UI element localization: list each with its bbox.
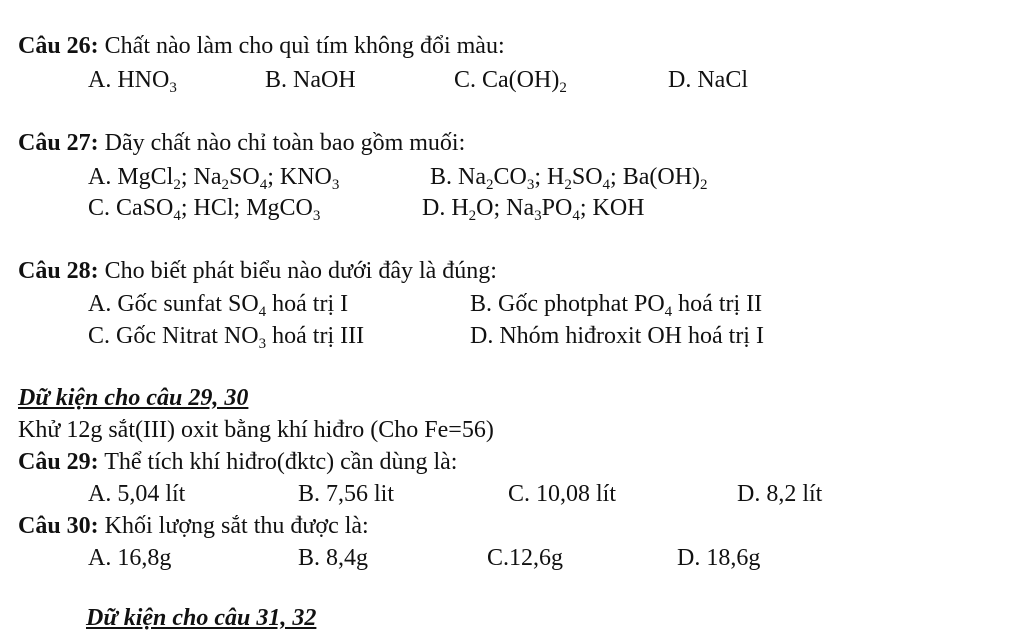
option-26-d (668, 66, 748, 94)
subscript: 4 (602, 177, 611, 193)
option-29-a (88, 480, 185, 508)
option-28-c (88, 322, 364, 350)
question-text: Chất nào làm cho quì tím không đổi màu: (98, 33, 505, 59)
option-text: hoá trị II (672, 291, 763, 317)
option-30-a (88, 544, 171, 572)
subscript: 4 (258, 304, 267, 320)
subscript: 3 (526, 177, 535, 193)
question-text: Cho biết phát biểu nào dưới đây là đúng: (98, 258, 497, 284)
option-29-c (508, 480, 616, 508)
option-text: A. HNO (88, 67, 170, 93)
question-number: Câu 29: (18, 449, 99, 475)
option-text: ; (534, 164, 548, 190)
option-text: A. 16,8g (88, 545, 172, 571)
option-26-b (265, 66, 356, 94)
section-heading: Dữ kiện cho câu 31, 32 (86, 605, 317, 631)
option-28-a (88, 290, 348, 318)
subscript: 3 (534, 208, 542, 224)
option-text: D. H (422, 195, 469, 221)
option-27-c (88, 194, 320, 222)
option-text: C. 10,08 lít (508, 481, 617, 507)
subscript: 4 (173, 208, 181, 224)
option-text: D. Nhóm hiđroxit OH hoá trị I (470, 323, 764, 349)
section-heading: Dữ kiện cho câu 29, 30 (18, 385, 249, 411)
option-27-b (430, 163, 708, 191)
option-text: B. 8,4g (298, 545, 369, 571)
option-text: Na (193, 164, 222, 190)
option-30-b (298, 544, 368, 572)
option-27-d (422, 194, 645, 222)
option-text: B. NaOH (265, 67, 356, 93)
option-text: A. 5,04 lít (88, 481, 186, 507)
option-text: A. Gốc sunfat SO (88, 291, 259, 317)
option-text: hoá trị III (266, 323, 365, 349)
option-28-b (470, 290, 762, 318)
option-30-c (487, 544, 563, 572)
question-number: Câu 28: (18, 258, 99, 284)
subscript: 2 (221, 177, 230, 193)
subscript: 3 (258, 336, 267, 352)
subscript: 3 (331, 177, 340, 193)
subscript: 2 (468, 208, 477, 224)
option-text: H (547, 164, 565, 190)
question-number: Câu 26: (18, 33, 99, 59)
option-text: ; (267, 164, 280, 190)
option-text: SO (229, 164, 260, 190)
option-26-c (454, 66, 567, 94)
option-text: O; (476, 195, 507, 221)
option-29-b (298, 480, 394, 508)
option-text: KNO (279, 164, 332, 190)
option-text: hoá trị I (266, 291, 349, 317)
option-text: D. 8,2 lít (737, 481, 823, 507)
option-text: C. CaSO (88, 195, 174, 221)
option-28-d (470, 322, 764, 350)
subscript: 4 (664, 304, 673, 320)
option-27-a (88, 163, 339, 191)
option-text: C. Gốc Nitrat NO (88, 323, 259, 349)
subscript: 2 (559, 80, 567, 96)
option-text: C. Ca(OH) (454, 67, 560, 93)
option-text: ; HCl; (180, 195, 247, 221)
option-text: PO (541, 195, 573, 221)
option-text: B. Gốc photphat PO (470, 291, 665, 317)
option-text: MgCO (246, 195, 313, 221)
option-text: ; (610, 164, 623, 190)
subscript: 4 (572, 208, 580, 224)
option-text: SO (571, 164, 603, 190)
subscript: 2 (173, 177, 181, 193)
option-text: B. Na (430, 164, 486, 190)
option-text: D. 18,6g (677, 545, 761, 571)
subscript: 3 (169, 80, 177, 96)
question-text: Thể tích khí hiđro(đktc) cần dùng là: (98, 449, 458, 475)
option-text: ; KOH (579, 195, 645, 221)
subscript: 4 (259, 177, 268, 193)
subscript: 2 (700, 177, 708, 193)
option-text: C.12,6g (487, 545, 564, 571)
question-30 (18, 512, 369, 540)
option-text: Na (506, 195, 535, 221)
question-number: Câu 30: (18, 513, 99, 539)
section-intro: Khử 12g sắt(III) oxit bằng khí hiđro (Cho Fe=56) (18, 417, 494, 443)
option-29-d (737, 480, 822, 508)
option-text: Ba(OH) (622, 164, 701, 190)
option-text: ; (180, 164, 194, 190)
option-text: CO (493, 164, 527, 190)
question-29 (18, 448, 457, 476)
question-text: Khối lượng sắt thu được là: (98, 513, 369, 539)
question-27 (18, 129, 465, 157)
option-text: D. NaCl (668, 67, 748, 93)
question-number: Câu 27: (18, 130, 99, 156)
option-text: B. 7,56 lit (298, 481, 395, 507)
subscript: 2 (564, 177, 572, 193)
question-26 (18, 32, 505, 60)
option-30-d (677, 544, 760, 572)
question-text: Dãy chất nào chỉ toàn bao gồm muối: (98, 130, 466, 156)
subscript: 2 (486, 177, 494, 193)
subscript: 3 (312, 208, 321, 224)
option-text: A. MgCl (88, 164, 174, 190)
question-28 (18, 257, 497, 285)
option-26-a (88, 66, 177, 94)
